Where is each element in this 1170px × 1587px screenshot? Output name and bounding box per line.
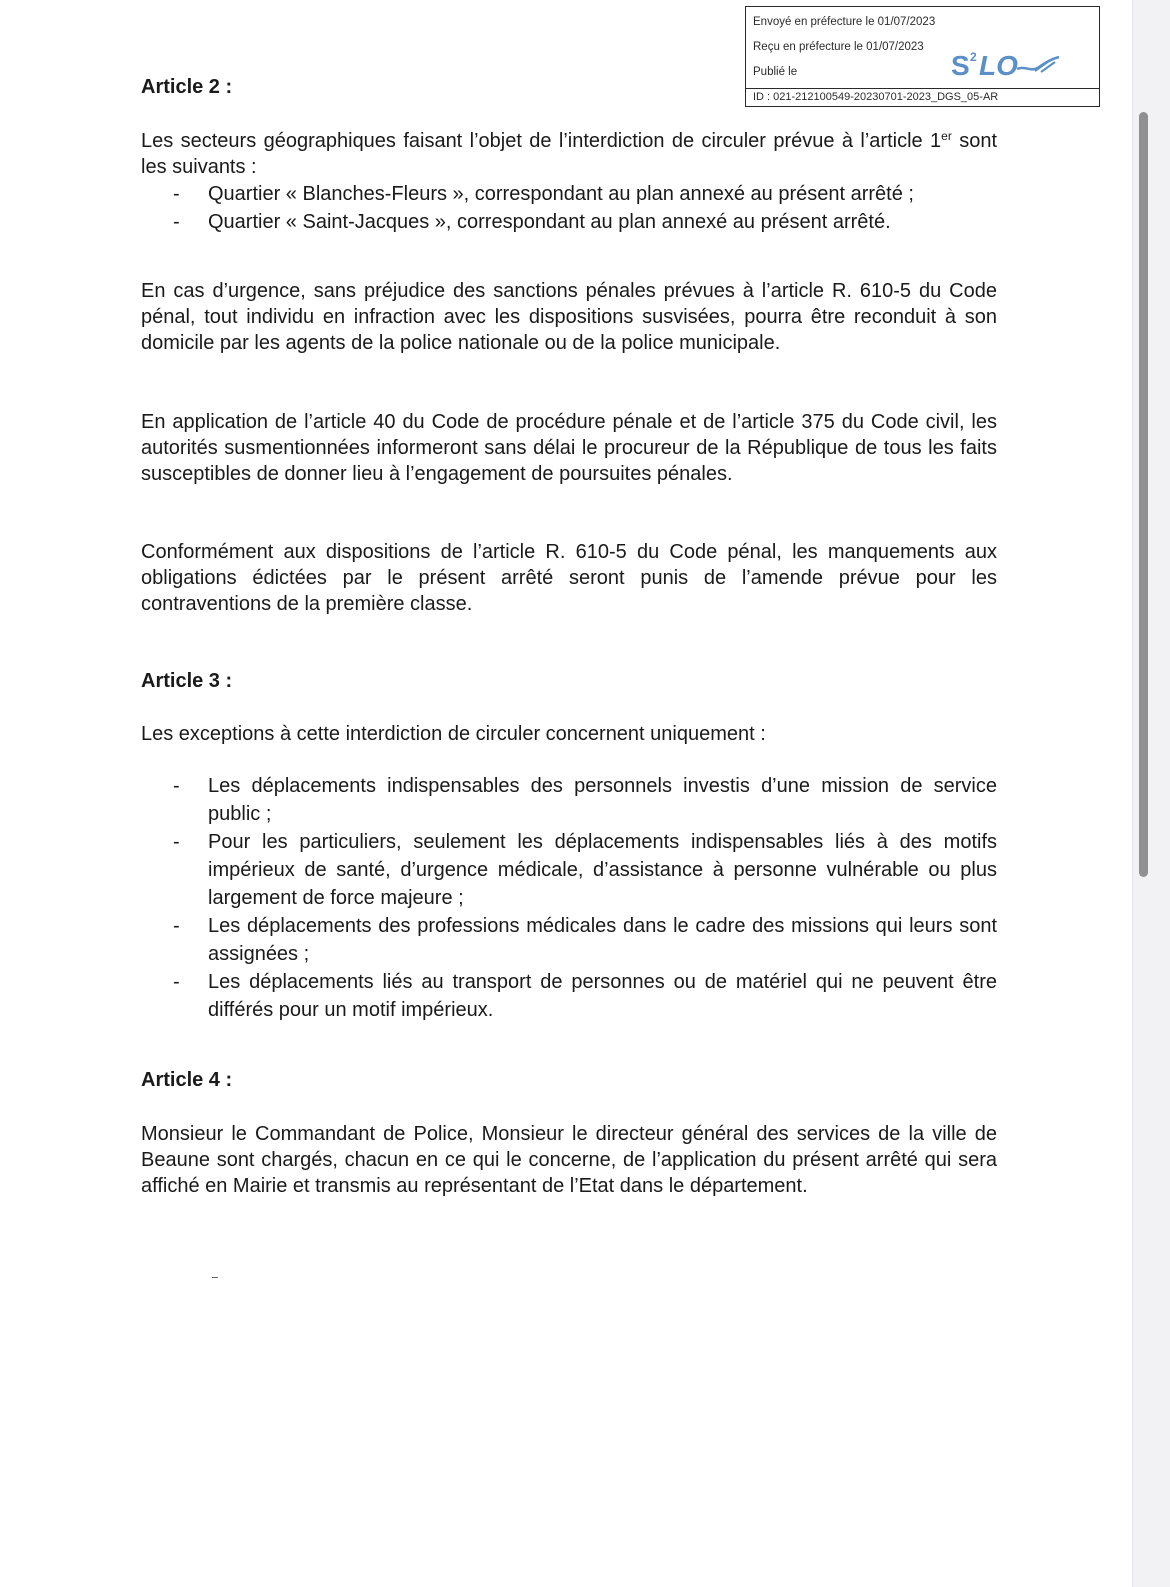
stamp-sent-date: Envoyé en préfecture le 01/07/2023: [753, 16, 936, 28]
list-item: - Les déplacements indispensables des personnels investis d’une mission de service public ;: [141, 772, 997, 828]
list-item: - Quartier « Saint-Jacques », correspondant au plan annexé au présent arrêté.: [141, 208, 997, 236]
scrollbar-thumb[interactable]: [1139, 112, 1148, 877]
svg-text:2: 2: [970, 50, 977, 64]
stamp-published: Publié le: [753, 66, 798, 78]
article-4-heading: Article 4 :: [141, 1069, 233, 1091]
list-item: - Pour les particuliers, seulement les déplacements indispensables liés à des motifs impérieux de santé, d’urgence médicale, d’assistance à personne vulnérable ou plus largement de force majeure ;: [141, 828, 997, 912]
stamp-received-date: Reçu en préfecture le 01/07/2023: [753, 41, 924, 53]
article-3-heading: Article 3 :: [141, 670, 233, 692]
prefecture-stamp: [745, 6, 1100, 107]
stray-mark: [212, 1277, 218, 1278]
exceptions-list: [141, 772, 997, 1024]
article-2-heading: Article 2 :: [141, 76, 233, 98]
list-item: - Quartier « Blanches-Fleurs », correspondant au plan annexé au présent arrêté ;: [141, 180, 997, 208]
article-2-intro-before: Les secteurs géographiques faisant l’objet de l’interdiction de circuler prévue à l’article 1: [141, 130, 942, 152]
list-item: - Les déplacements liés au transport de personnes ou de matériel qui ne peuvent être différés pour un motif impérieux.: [141, 968, 997, 1024]
article-3-intro: Les exceptions à cette interdiction de circuler concernent uniquement :: [141, 723, 766, 745]
stamp-divider: [746, 88, 1099, 89]
svg-text:LO: LO: [979, 50, 1018, 81]
article-2-intro-sup: er: [941, 129, 952, 143]
stamp-id: ID : 021-212100549-20230701-2023_DGS_05-AR: [753, 91, 999, 103]
list-item: - Les déplacements des professions médicales dans le cadre des missions qui leurs sont assignées ;: [141, 912, 997, 968]
sector-list: [141, 180, 997, 236]
paragraph-sanctions: Conformément aux dispositions de l’article R. 610-5 du Code pénal, les manquements aux obligations édictées par le présent arrêté seront punis de l’amende prévue pour les contraventions de la première classe.: [141, 541, 997, 615]
svg-text:S: S: [951, 50, 970, 81]
article-2-intro: [141, 128, 997, 180]
article-2-intro-after: sont les suivants :: [141, 130, 997, 178]
article-4-text: Monsieur le Commandant de Police, Monsieur le directeur général des services de la ville de Beaune sont chargés, chacun en ce qui le concerne, de l’application du présent arrêté qui sera affiché en Mairie et transmis au représentant de l’Etat dans le département.: [141, 1123, 997, 1197]
paragraph-urgence: En cas d’urgence, sans préjudice des sanctions pénales prévues à l’article R. 610-5 du Code pénal, tout individu en infraction avec les dispositions susvisées, pourra être reconduit à son domicile par les agents de la police nationale ou de la police municipale.: [141, 280, 997, 354]
paragraph-article-40: En application de l’article 40 du Code de procédure pénale et de l’article 375 du Code civil, les autorités susmentionnées informeront sans délai le procureur de la République de tous les faits susceptibles de donner lieu à l’engagement de poursuites pénales.: [141, 411, 997, 485]
viewer-margin: [1132, 0, 1170, 1587]
s2lo-logo: [951, 45, 1061, 85]
